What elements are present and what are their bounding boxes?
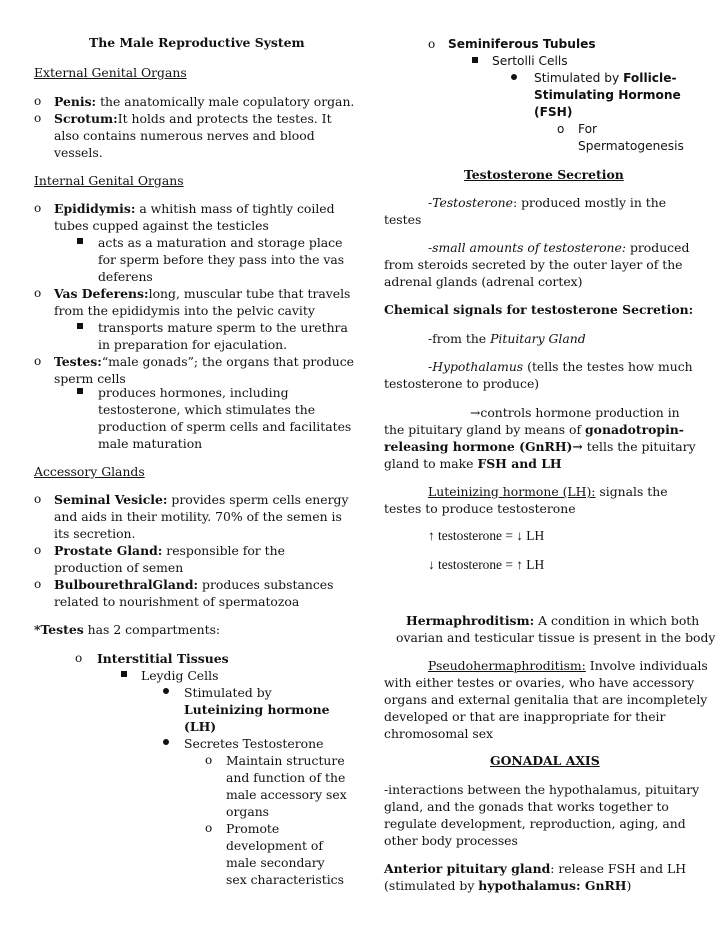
circle-bullet-icon: o bbox=[34, 111, 42, 125]
pseudohermaphroditism-line: chromosomal sex bbox=[384, 726, 494, 741]
for-spermatogenesis: For bbox=[578, 122, 598, 136]
bulbourethral-gland-line: related to nourishment of spermatozoa bbox=[54, 594, 300, 609]
circle-bullet-icon: o bbox=[205, 821, 213, 835]
pseudohermaphroditism-line: with either testes or ovaries, who have accessory bbox=[384, 675, 695, 690]
dot-bullet-icon bbox=[163, 688, 169, 694]
hypothalamus-line: testosterone to produce) bbox=[384, 376, 540, 391]
square-bullet-icon bbox=[77, 323, 83, 329]
chemical-signals-heading: Chemical signals for testosterone Secretion: bbox=[384, 302, 694, 317]
gonadal-axis-line: gland, and the gonads that works together to bbox=[384, 799, 669, 814]
hermaphroditism-line: Hermaphroditism: A condition in which both bbox=[406, 613, 700, 628]
arrow-right-icon: → bbox=[572, 439, 583, 454]
controls-hormone-line: →controls hormone production in bbox=[470, 405, 680, 420]
leydig-cells: Leydig Cells bbox=[141, 668, 219, 683]
circle-bullet-icon: o bbox=[557, 122, 565, 136]
testosterone-line: testes bbox=[384, 212, 422, 227]
circle-bullet-icon: o bbox=[75, 651, 83, 665]
maintain-structure: Maintain structure bbox=[226, 753, 345, 768]
pseudohermaphroditism-line: Pseudohermaphroditism: Involve individuals bbox=[428, 658, 708, 673]
prostate-gland-line: production of semen bbox=[54, 560, 184, 575]
bulbourethral-gland-item: BulbourethralGland: produces substances bbox=[54, 577, 334, 592]
accessory-glands-heading: Accessory Glands bbox=[34, 464, 145, 479]
scrotum-line: also contains numerous nerves and blood bbox=[54, 128, 315, 143]
stimulated-by-lh-line: (LH) bbox=[184, 719, 217, 734]
vas-deferens-sub: in preparation for ejaculation. bbox=[98, 337, 288, 352]
gonadal-axis-line: regulate development, reproduction, aging, and bbox=[384, 816, 686, 831]
testosterone-line: -Testosterone: produced mostly in the bbox=[428, 195, 667, 210]
testes-sub: testosterone, which stimulates the bbox=[98, 402, 316, 417]
maintain-structure-line: organs bbox=[226, 804, 270, 819]
anterior-pituitary-line: (stimulated by hypothalamus: GnRH) bbox=[384, 878, 632, 893]
maintain-structure-line: and function of the bbox=[226, 770, 346, 785]
gonadal-axis-heading: GONADAL AXIS bbox=[490, 753, 600, 768]
dot-bullet-icon bbox=[511, 74, 517, 80]
square-bullet-icon bbox=[77, 238, 83, 244]
gnrh-line: releasing hormone (GnRH)→ tells the pituitary bbox=[384, 439, 696, 454]
epididymis-sub: for sperm before they pass into the vas bbox=[98, 252, 345, 267]
luteinizing-hormone-line: Luteinizing hormone (LH): signals the bbox=[428, 484, 668, 499]
epididymis-line: tubes cupped against the testicles bbox=[54, 218, 269, 233]
penis-item: Penis: the anatomically male copulatory organ. bbox=[54, 94, 355, 109]
epididymis-item: Epididymis: a whitish mass of tightly coiled bbox=[54, 201, 335, 216]
promote-development-line: male secondary bbox=[226, 855, 325, 870]
secretes-testosterone: Secretes Testosterone bbox=[184, 736, 324, 751]
testosterone-up-relation: ↑ testosterone = ↓ LH bbox=[428, 528, 545, 543]
small-testosterone-line: from steroids secreted by the outer layer of the bbox=[384, 257, 683, 272]
stimulated-by-fsh-line: (FSH) bbox=[534, 105, 573, 119]
testes-sub: produces hormones, including bbox=[98, 385, 289, 400]
seminal-vesicle-line: its secretion. bbox=[54, 526, 136, 541]
circle-bullet-icon: o bbox=[34, 94, 42, 108]
sertolli-cells: Sertolli Cells bbox=[492, 54, 568, 68]
square-bullet-icon bbox=[77, 388, 83, 394]
stimulated-by-fsh: Stimulated by Follicle- bbox=[534, 71, 677, 85]
scrotum-line: vessels. bbox=[54, 145, 103, 160]
testes-sub: male maturation bbox=[98, 436, 203, 451]
vas-deferens-sub: transports mature sperm to the urethra bbox=[98, 320, 348, 335]
promote-development-line: development of bbox=[226, 838, 323, 853]
square-bullet-icon bbox=[472, 57, 478, 63]
anterior-pituitary-line: Anterior pituitary gland: release FSH and LH bbox=[384, 861, 687, 876]
testes-sub: production of sperm cells and facilitates bbox=[98, 419, 352, 434]
small-testosterone-line: -small amounts of testosterone: produced bbox=[428, 240, 690, 255]
hermaphroditism-line: ovarian and testicular tissue is present in the body bbox=[396, 630, 716, 645]
circle-bullet-icon: o bbox=[34, 201, 42, 215]
square-bullet-icon bbox=[121, 671, 127, 677]
gonadal-axis-line: other body processes bbox=[384, 833, 518, 848]
gonadal-axis-line: -interactions between the hypothalamus, pituitary bbox=[384, 782, 700, 797]
circle-bullet-icon: o bbox=[34, 354, 42, 368]
seminal-vesicle-line: and aids in their motility. 70% of the semen is bbox=[54, 509, 342, 524]
testes-compartments: *Testes has 2 compartments: bbox=[34, 622, 221, 637]
pituitary-line: -from the Pituitary Gland bbox=[428, 331, 586, 346]
gnrh-line: the pituitary gland by means of gonadotropin- bbox=[384, 422, 684, 437]
stimulated-by-fsh-line: Stimulating Hormone bbox=[534, 88, 681, 102]
circle-bullet-icon: o bbox=[34, 492, 42, 506]
seminal-vesicle-item: Seminal Vesicle: provides sperm cells energy bbox=[54, 492, 349, 507]
testes-line: sperm cells bbox=[54, 371, 126, 386]
luteinizing-hormone-line: testes to produce testosterone bbox=[384, 501, 576, 516]
small-testosterone-line: adrenal glands (adrenal cortex) bbox=[384, 274, 583, 289]
promote-development: Promote bbox=[226, 821, 280, 836]
testes-item: Testes:“male gonads”; the organs that produce bbox=[54, 354, 355, 369]
stimulated-by-lh: Stimulated by bbox=[184, 685, 272, 700]
promote-development-line: sex characteristics bbox=[226, 872, 344, 887]
arrow-right-icon: → bbox=[470, 405, 481, 420]
maintain-structure-line: male accessory sex bbox=[226, 787, 347, 802]
document-title: The Male Reproductive System bbox=[89, 35, 305, 50]
epididymis-sub: deferens bbox=[98, 269, 153, 284]
hypothalamus-line: -Hypothalamus (tells the testes how much bbox=[428, 359, 693, 374]
internal-genital-heading: Internal Genital Organs bbox=[34, 173, 184, 188]
vas-deferens-line: from the epididymis into the pelvic cavity bbox=[54, 303, 315, 318]
circle-bullet-icon: o bbox=[34, 577, 42, 591]
pseudohermaphroditism-line: developed or that are inappropriate for their bbox=[384, 709, 666, 724]
scrotum-item: Scrotum:It holds and protects the testes. It bbox=[54, 111, 332, 126]
gnrh-line: gland to make FSH and LH bbox=[384, 456, 562, 471]
dot-bullet-icon bbox=[163, 739, 169, 745]
circle-bullet-icon: o bbox=[205, 753, 213, 767]
circle-bullet-icon: o bbox=[428, 37, 436, 51]
circle-bullet-icon: o bbox=[34, 543, 42, 557]
stimulated-by-lh-line: Luteinizing hormone bbox=[184, 702, 330, 717]
vas-deferens-item: Vas Deferens:long, muscular tube that travels bbox=[54, 286, 351, 301]
seminiferous-tubules: Seminiferous Tubules bbox=[448, 37, 596, 51]
external-genital-heading: External Genital Organs bbox=[34, 65, 187, 80]
pseudohermaphroditism-line: organs and external genitalia that are incompletely bbox=[384, 692, 708, 707]
prostate-gland-item: Prostate Gland: responsible for the bbox=[54, 543, 285, 558]
testosterone-down-relation: ↓ testosterone = ↑ LH bbox=[428, 557, 545, 572]
circle-bullet-icon: o bbox=[34, 286, 42, 300]
epididymis-sub: acts as a maturation and storage place bbox=[98, 235, 343, 250]
for-spermatogenesis-line: Spermatogenesis bbox=[578, 139, 684, 153]
interstitial-tissues: Interstitial Tissues bbox=[97, 651, 229, 666]
testosterone-secretion-heading: Testosterone Secretion bbox=[464, 167, 624, 182]
